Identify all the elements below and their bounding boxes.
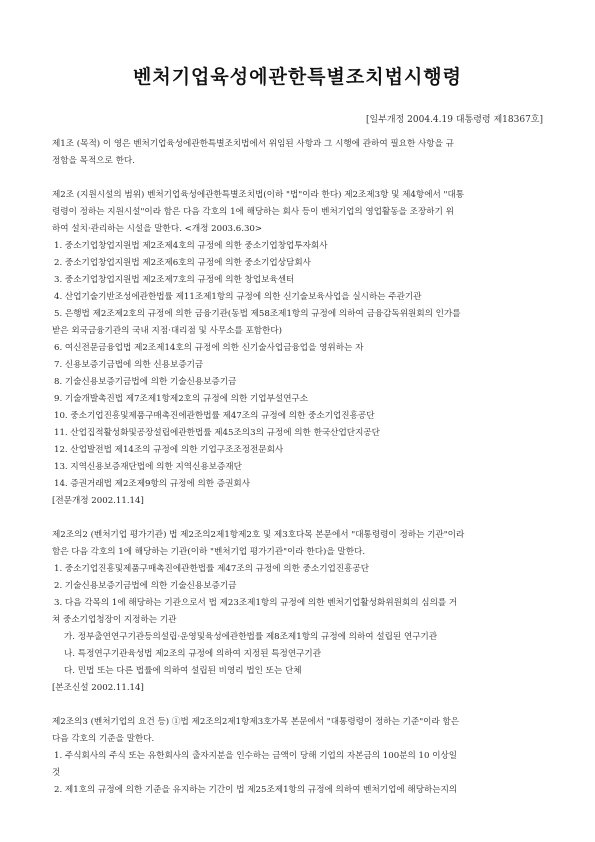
- list-item: 1. 중소기업창업지원법 제2조제4호의 규정에 의한 중소기업창업투자회사: [54, 241, 328, 251]
- article-2-3-intro-line: 제2조의3 (벤처기업의 요건 등) ①법 제2조의2제1항제3호가목 본문에서 "대통령령이 정하는 기준"이라 함은: [52, 717, 460, 727]
- article-2-3-intro-line: 다음 각호의 기준을 말한다.: [52, 734, 155, 744]
- article-1-line: 정함을 목적으로 한다.: [52, 156, 135, 166]
- list-item-continuation: 받은 외국금융기관의 국내 지점·대리점 및 사무소를 포함한다): [52, 326, 283, 336]
- list-item: 12. 산업발전법 제14조의 규정에 의한 기업구조조정전문회사: [54, 445, 284, 455]
- sub-list-item: 나. 특정연구기관육성법 제2조의 규정에 의하여 지정된 특정연구기관: [64, 649, 322, 659]
- sub-list-item: 다. 민법 또는 다른 법률에 의하여 설립된 비영리 법인 또는 단체: [64, 666, 302, 676]
- list-item-continuation: 것: [52, 768, 61, 778]
- article-2-3: [52, 714, 543, 799]
- list-item: 14. 증권거래법 제2조제9항의 규정에 의한 증권회사: [54, 479, 250, 489]
- article-1-line: 제1조 (목적) 이 영은 벤처기업육성에관한특별조치법에서 위임된 사항과 그 시행에 관하여 필요한 사항을 규: [52, 139, 454, 149]
- list-item: 2. 기술신용보증기금법에 의한 기술신용보증기금: [54, 581, 237, 591]
- list-item: 11. 산업집적활성화및공장설립에관한법률 제45조의3의 규정에 의한 한국산업단지공단: [54, 428, 380, 438]
- list-item: 2. 제1호의 규정에 의한 기준을 유지하는 기간이 법 제25조제1항의 규정에 의하여 벤처기업에 해당하는지의: [54, 785, 458, 795]
- list-item: 2. 중소기업창업지원법 제2조제6호의 규정에 의한 중소기업상담회사: [54, 258, 311, 268]
- sub-list-item: 가. 정부출연연구기관등의설립·운영및육성에관한법률 제8조제1항의 규정에 의하여 설립된 연구기관: [64, 632, 438, 642]
- list-item: 8. 기술신용보증기금법에 의한 기술신용보증기금: [54, 377, 237, 387]
- revision-note: [전문개정 2002.11.14]: [52, 496, 144, 506]
- article-2: [52, 187, 543, 510]
- article-2-2-intro-line: 제2조의2 (벤처기업 평가기관) 법 제2조의2제1항제2호 및 제3호다목 본문에서 "대통령령이 정하는 기관"이라: [52, 530, 465, 540]
- list-item: 10. 중소기업진흥및제품구매촉진에관한법률 제47조의 규정에 의한 중소기업진흥공단: [54, 411, 375, 421]
- list-item: 7. 신용보증기금법에 의한 신용보증기금: [54, 360, 204, 370]
- document-body: [52, 136, 543, 799]
- list-item: 1. 주식회사의 주식 또는 유한회사의 출자지분을 인수하는 금액이 당해 기업의 자본금의 100분의 10 이상일: [54, 751, 458, 761]
- document-title: 벤처기업육성에관한특별조치법시행령: [132, 66, 463, 88]
- article-2-intro-line: 하여 설치·관리하는 시설을 말한다. <개정 2003.6.30>: [52, 224, 263, 234]
- article-2-2-intro-line: 함은 다음 각호의 1에 해당하는 기관(이하 "벤처기업 평가기관"이라 한다)을 말한다.: [52, 547, 366, 557]
- revision-note: [본조신설 2002.11.14]: [52, 683, 144, 693]
- list-item: 3. 다음 각목의 1에 해당하는 기관으로서 법 제23조제1항의 규정에 의한 벤처기업활성화위원회의 심의를 거: [54, 598, 458, 608]
- article-2-2: [52, 527, 543, 697]
- list-item: 4. 산업기술기반조성에관한법률 제11조제1항의 규정에 의한 신기술보육사업을 실시하는 주관기관: [54, 292, 422, 302]
- article-2-intro-line: 령령이 정하는 지원시설"이라 함은 다음 각호의 1에 해당하는 회사 등이 벤처기업의 영업활동을 조장하기 위: [52, 207, 454, 217]
- list-item: 3. 중소기업창업지원법 제2조제7호의 규정에 의한 창업보육센터: [54, 275, 295, 285]
- amendment-note: [일부개정 2004.4.19 대통령령 제18367호]: [366, 115, 543, 125]
- list-item-continuation: 쳐 중소기업청장이 지정하는 기관: [52, 615, 177, 625]
- list-item: 13. 지역신용보증재단법에 의한 지역신용보증재단: [54, 462, 242, 472]
- list-item: 9. 기술개발촉진법 제7조제1항제2호의 규정에 의한 기업부설연구소: [54, 394, 309, 404]
- list-item: 5. 은행법 제2조제2호의 규정에 의한 금융기관(동법 제58조제1항의 규정에 의하여 금융감독위원회의 인가를: [54, 309, 461, 319]
- list-item: 1. 중소기업진흥및제품구매촉진에관한법률 제47조의 규정에 의한 중소기업진흥공단: [54, 564, 370, 574]
- list-item: 6. 여신전문금융업법 제2조제14호의 규정에 의한 신기술사업금융업을 영위하는 자: [54, 343, 364, 353]
- article-1: [52, 136, 543, 170]
- article-2-intro-line: 제2조 (지원시설의 범위) 벤처기업육성에관한특별조치법(이하 "법"이라 한다) 제2조제3항 및 제4항에서 "대통: [52, 190, 465, 200]
